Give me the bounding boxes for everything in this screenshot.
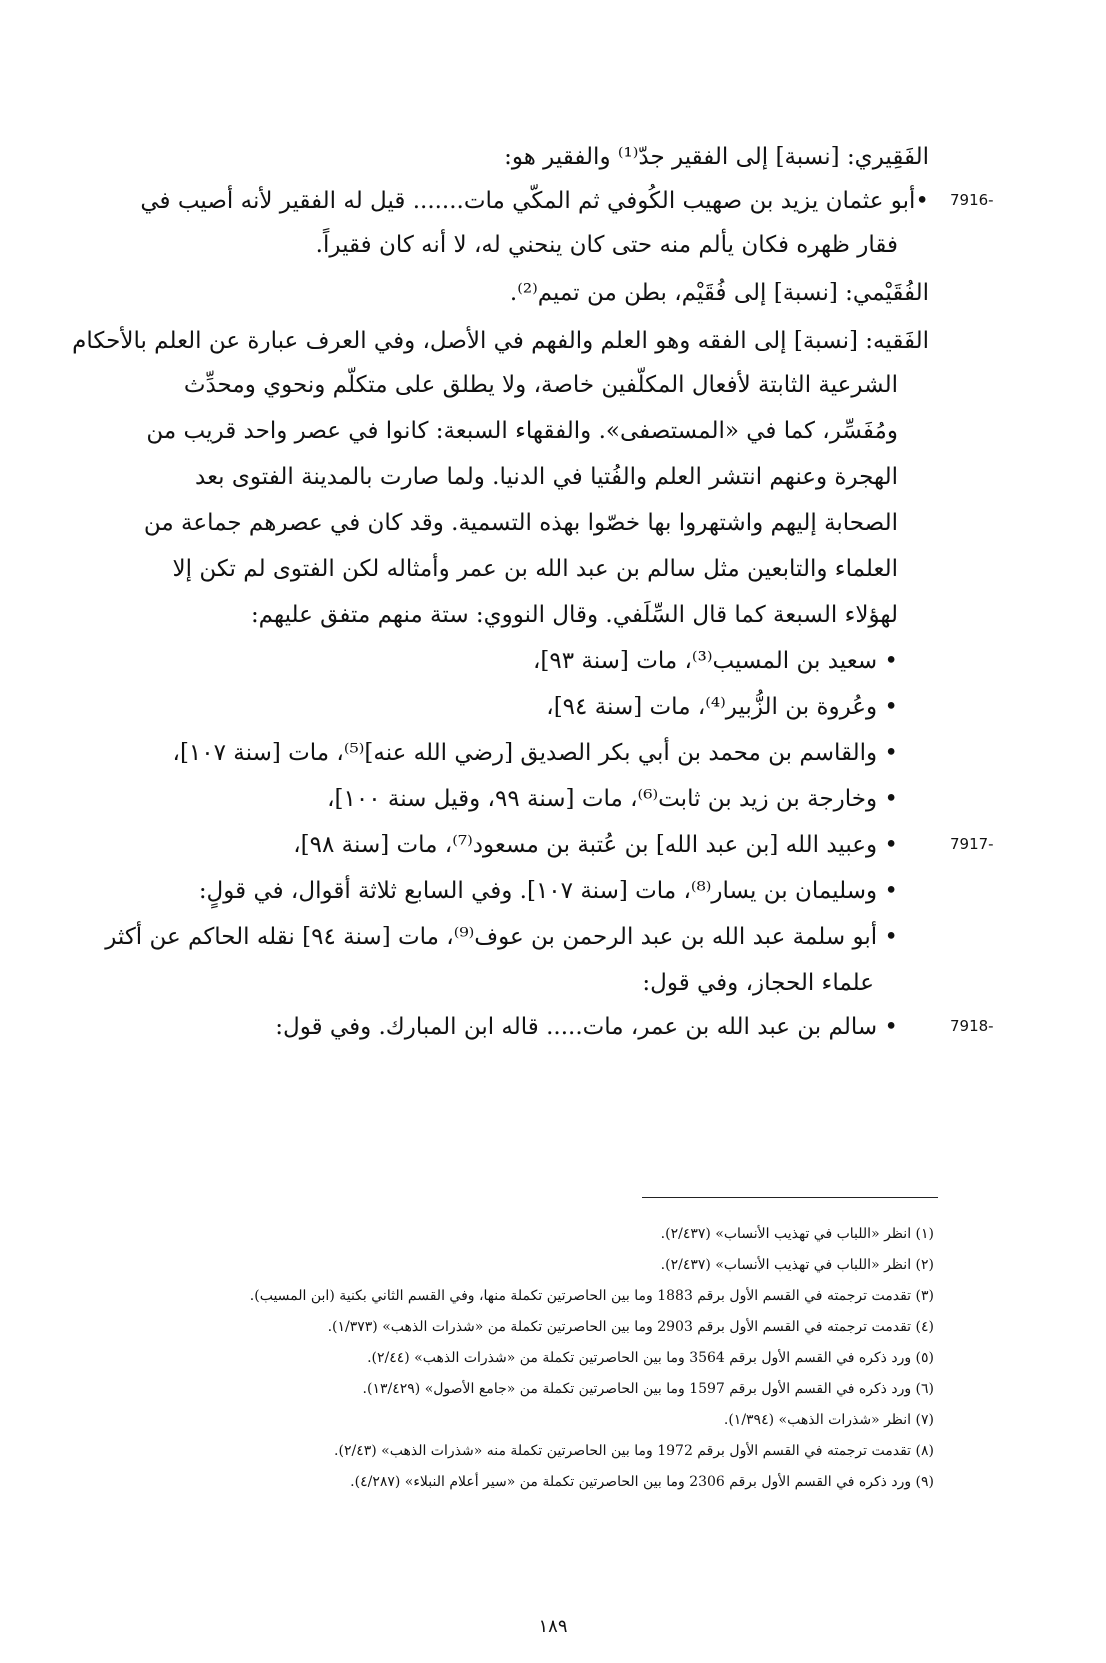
- footnote: (٩) ورد ذكره في القسم الأول برقم 2306 وما بين الحاصرتين تكملة من «سير أعلام النبلاء» (٤/٢٨٧).: [350, 1474, 934, 1490]
- entry-line: ومُفَسِّر، كما في «المستصفى». والفقهاء السبعة: كانوا في عصر واحد قريب من: [146, 418, 898, 444]
- entry-line: الصحابة إليهم واشتهروا بها خصّوا بهذه التسمية. وقد كان في عصرهم جماعة من: [143, 510, 898, 536]
- footnote: (٣) تقدمت ترجمته في القسم الأول برقم 1883 وما بين الحاصرتين تكملة منها، وفي القسم الثاني بكنية (ابن المسيب).: [249, 1288, 934, 1304]
- entry-number: 7917-: [950, 835, 994, 853]
- list-item: • وخارجة بن زيد بن ثابت⁽⁶⁾، مات [سنة ٩٩، وقيل سنة ١٠٠]،: [327, 786, 898, 812]
- footnote: (٧) انظر «شذرات الذهب» (١/٣٩٤).: [723, 1412, 934, 1428]
- list-item: • وعبيد الله [بن عبد الله] بن عُتبة بن مسعود⁽⁷⁾، مات [سنة ٩٨]،: [293, 832, 898, 858]
- entry-line: لهؤلاء السبعة كما قال السِّلَفي. وقال النووي: ستة منهم متفق عليهم:: [250, 602, 898, 628]
- footnote-divider: [642, 1197, 938, 1198]
- entry-line: العلماء والتابعين مثل سالم بن عبد الله بن عمر وأمثاله لكن الفتوى لم تكن إلا: [172, 556, 898, 582]
- entry-number: 7918-: [950, 1017, 994, 1035]
- list-item: • أبو سلمة عبد الله بن عبد الرحمن بن عوف⁽⁹⁾، مات [سنة ٩٤] نقله الحاكم عن أكثر: [105, 924, 898, 950]
- entry-line: •أبو عثمان يزيد بن صهيب الكُوفي ثم المكّي مات....... قيل له الفقير لأنه أصيب في: [140, 188, 929, 214]
- footnote: (٦) ورد ذكره في القسم الأول برقم 1597 وما بين الحاصرتين تكملة من «جامع الأصول» (١٣/٤٢٩).: [362, 1381, 934, 1397]
- entry-number: 7916-: [950, 191, 994, 209]
- footnote: (٨) تقدمت ترجمته في القسم الأول برقم 1972 وما بين الحاصرتين تكملة منه «شذرات الذهب» (٢/٤٣).: [334, 1443, 934, 1459]
- list-item: • والقاسم بن محمد بن أبي بكر الصديق [رضي الله عنه]⁽⁵⁾، مات [سنة ١٠٧]،: [172, 740, 898, 766]
- list-item: • سعيد بن المسيب⁽³⁾، مات [سنة ٩٣]،: [532, 648, 898, 674]
- list-item: • سالم بن عبد الله بن عمر، مات..... قاله ابن المبارك. وفي قول:: [275, 1014, 898, 1040]
- entry-heading-faqiri: الفَقِيري: [نسبة] إلى الفقير جدّ⁽¹⁾ والفقير هو:: [504, 144, 929, 170]
- entry-line: الشرعية الثابتة لأفعال المكلّفين خاصة، ولا يطلق على متكلّم ونحوي ومحدِّث: [183, 372, 898, 398]
- entry-heading-fuqaymi: الفُقَيْمي: [نسبة] إلى فُقَيْم، بطن من تميم⁽²⁾.: [509, 280, 929, 306]
- entry-heading-faqih: الفَقيه: [نسبة] إلى الفقه وهو العلم والفهم في الأصل، وفي العرف عبارة عن العلم بالأحكام: [72, 328, 929, 354]
- footnote: (٢) انظر «اللباب في تهذيب الأنساب» (٢/٤٣٧).: [660, 1257, 934, 1273]
- entry-line: الهجرة وعنهم انتشر العلم والفُتيا في الدنيا. ولما صارت بالمدينة الفتوى بعد: [195, 464, 898, 490]
- list-item: • وعُروة بن الزُّبير⁽⁴⁾، مات [سنة ٩٤]،: [546, 694, 898, 720]
- footnote: (٥) ورد ذكره في القسم الأول برقم 3564 وما بين الحاصرتين تكملة من «شذرات الذهب» (٢/٤٤).: [367, 1350, 934, 1366]
- footnote: (١) انظر «اللباب في تهذيب الأنساب» (٢/٤٣٧).: [660, 1226, 934, 1242]
- page-number: ١٨٩: [538, 1616, 568, 1637]
- footnote: (٤) تقدمت ترجمته في القسم الأول برقم 2903 وما بين الحاصرتين تكملة من «شذرات الذهب» (١/٣٧٣).: [327, 1319, 934, 1335]
- list-item: • وسليمان بن يسار⁽⁸⁾، مات [سنة ١٠٧]. وفي السابع ثلاثة أقوال، في قولٍ:: [198, 878, 898, 904]
- entry-line: فقار ظهره فكان يألم منه حتى كان ينحني له، لا أنه كان فقيراً.: [315, 232, 898, 258]
- entry-line: علماء الحجاز، وفي قول:: [642, 970, 874, 996]
